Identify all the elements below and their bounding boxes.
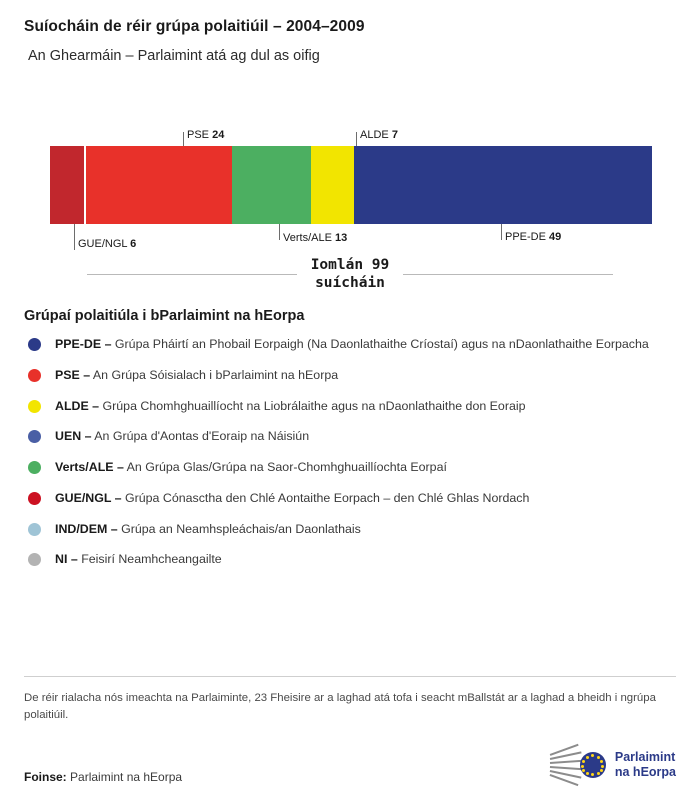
bar-segment-verts-ale <box>232 146 311 224</box>
logo-wordmark <box>615 750 676 780</box>
callout-pse <box>187 129 224 141</box>
legend-color-swatch <box>28 369 41 382</box>
legend-abbr: ALDE – <box>55 398 100 413</box>
legend-abbr: NI – <box>55 552 78 567</box>
footnote: De réir rialacha nós imeachta na Parlaiminte, 23 Fheisire ar a laghad atá tofa i seacht mBallstát ar a laghad a bheidh i ngrúpa polaitiúil. <box>24 692 656 721</box>
legend-item-gue-ngl <box>24 490 676 507</box>
callout-verts-ale-value: 13 <box>334 232 348 244</box>
callout-alde-name: ALDE <box>360 129 389 141</box>
callout-pse-name: PSE <box>187 129 210 141</box>
legend-desc: Grúpa an Neamhspleáchais/an Daonlathais <box>121 521 361 536</box>
legend-item-pse <box>24 367 676 384</box>
legend-item-ppe-de <box>24 336 676 353</box>
legend-desc: An Grúpa Sóisialach i bParlaimint na hEorpa <box>92 367 339 382</box>
total-line-1: Iomlán 99 <box>310 257 390 273</box>
legend-desc: Grúpa Cónasctha den Chlé Aontaithe Eorpach – den Chlé Ghlas Nordach <box>125 490 530 505</box>
legend-item-ind-dem <box>24 521 676 538</box>
legend-item-ni <box>24 551 676 568</box>
legend-abbr: Verts/ALE – <box>55 460 124 475</box>
legend-desc: An Grúpa d'Aontas d'Eoraip na Náisiún <box>94 429 310 444</box>
callout-tick-gue-ngl <box>74 224 75 250</box>
total-text <box>311 256 390 292</box>
callout-ppe-de-value: 49 <box>549 231 562 243</box>
callout-gue-ngl-name: GUE/NGL <box>78 238 128 250</box>
callout-gue-ngl <box>78 238 136 250</box>
callout-alde <box>360 129 398 141</box>
seat-distribution-chart <box>24 120 676 250</box>
legend-abbr: PSE – <box>55 367 91 382</box>
source-label: Foinse: <box>24 770 67 784</box>
legend-color-swatch <box>28 553 41 566</box>
legend-title: Grúpaí polaitiúla i bParlaimint na hEorpa <box>24 308 305 325</box>
source-line <box>24 770 182 784</box>
callout-ppe-de-name: PPE-DE <box>505 231 546 243</box>
callout-gue-ngl-value: 6 <box>130 238 137 250</box>
callout-pse-value: 24 <box>212 129 225 141</box>
legend-color-swatch <box>28 492 41 505</box>
total-rule-left <box>87 274 297 275</box>
logo-line-2: na hEorpa <box>614 765 676 779</box>
header <box>24 0 676 64</box>
bar-segment-pse <box>86 146 232 224</box>
legend-color-swatch <box>28 461 41 474</box>
legend-abbr: PPE-DE – <box>55 337 112 352</box>
bar-segment-alde <box>311 146 354 224</box>
eu-flag-icon <box>580 752 606 778</box>
legend-color-swatch <box>28 400 41 413</box>
legend-abbr: IND/DEM – <box>55 521 118 536</box>
legend-color-swatch <box>28 430 41 443</box>
callout-verts-ale-name: Verts/ALE <box>283 232 332 244</box>
legend <box>24 336 676 568</box>
legend-desc: Grúpa Pháirtí an Phobail Eorpaigh (Na Daonlathaithe Críostaí) agus na nDaonlathaithe Eorpacha <box>114 337 649 352</box>
page-subtitle: An Ghearmáin – Parlaimint atá ag dul as oifig <box>28 48 320 64</box>
legend-desc: Feisirí Neamhcheangailte <box>81 552 222 567</box>
legend-item-verts-ale <box>24 459 676 476</box>
bar-segment-ppe-de <box>354 146 652 224</box>
stacked-bar <box>50 146 652 224</box>
bar-segment-gue-ngl <box>50 146 86 224</box>
logo-line-1: Parlaimint <box>614 750 676 765</box>
legend-desc: An Grúpa Glas/Grúpa na Saor-Chomhghuaillíochta Eorpaí <box>126 460 447 475</box>
callout-tick-verts-ale <box>279 224 280 240</box>
footnote-divider <box>24 676 676 677</box>
total-rule-right <box>403 274 613 275</box>
total-block <box>24 256 676 292</box>
callout-alde-value: 7 <box>391 129 398 141</box>
legend-item-uen <box>24 428 676 445</box>
parliament-hemicycle-icon <box>550 748 606 782</box>
total-line-2: suícháin <box>315 275 385 292</box>
callout-verts-ale <box>283 232 347 244</box>
page-title: Suíocháin de réir grúpa polaitiúil – 2004–2009 <box>24 18 365 35</box>
legend-item-alde <box>24 398 676 415</box>
legend-color-swatch <box>28 523 41 536</box>
legend-abbr: UEN – <box>55 429 92 444</box>
ep-logo <box>550 748 676 782</box>
legend-abbr: GUE/NGL – <box>55 490 122 505</box>
callout-tick-ppe-de <box>501 224 502 240</box>
callout-ppe-de <box>505 231 561 243</box>
legend-desc: Grúpa Chomhghuaillíocht na Liobrálaithe agus na nDaonlathaithe don Eoraip <box>102 398 526 413</box>
legend-color-swatch <box>28 338 41 351</box>
source-value: Parlaimint na hEorpa <box>70 770 183 784</box>
